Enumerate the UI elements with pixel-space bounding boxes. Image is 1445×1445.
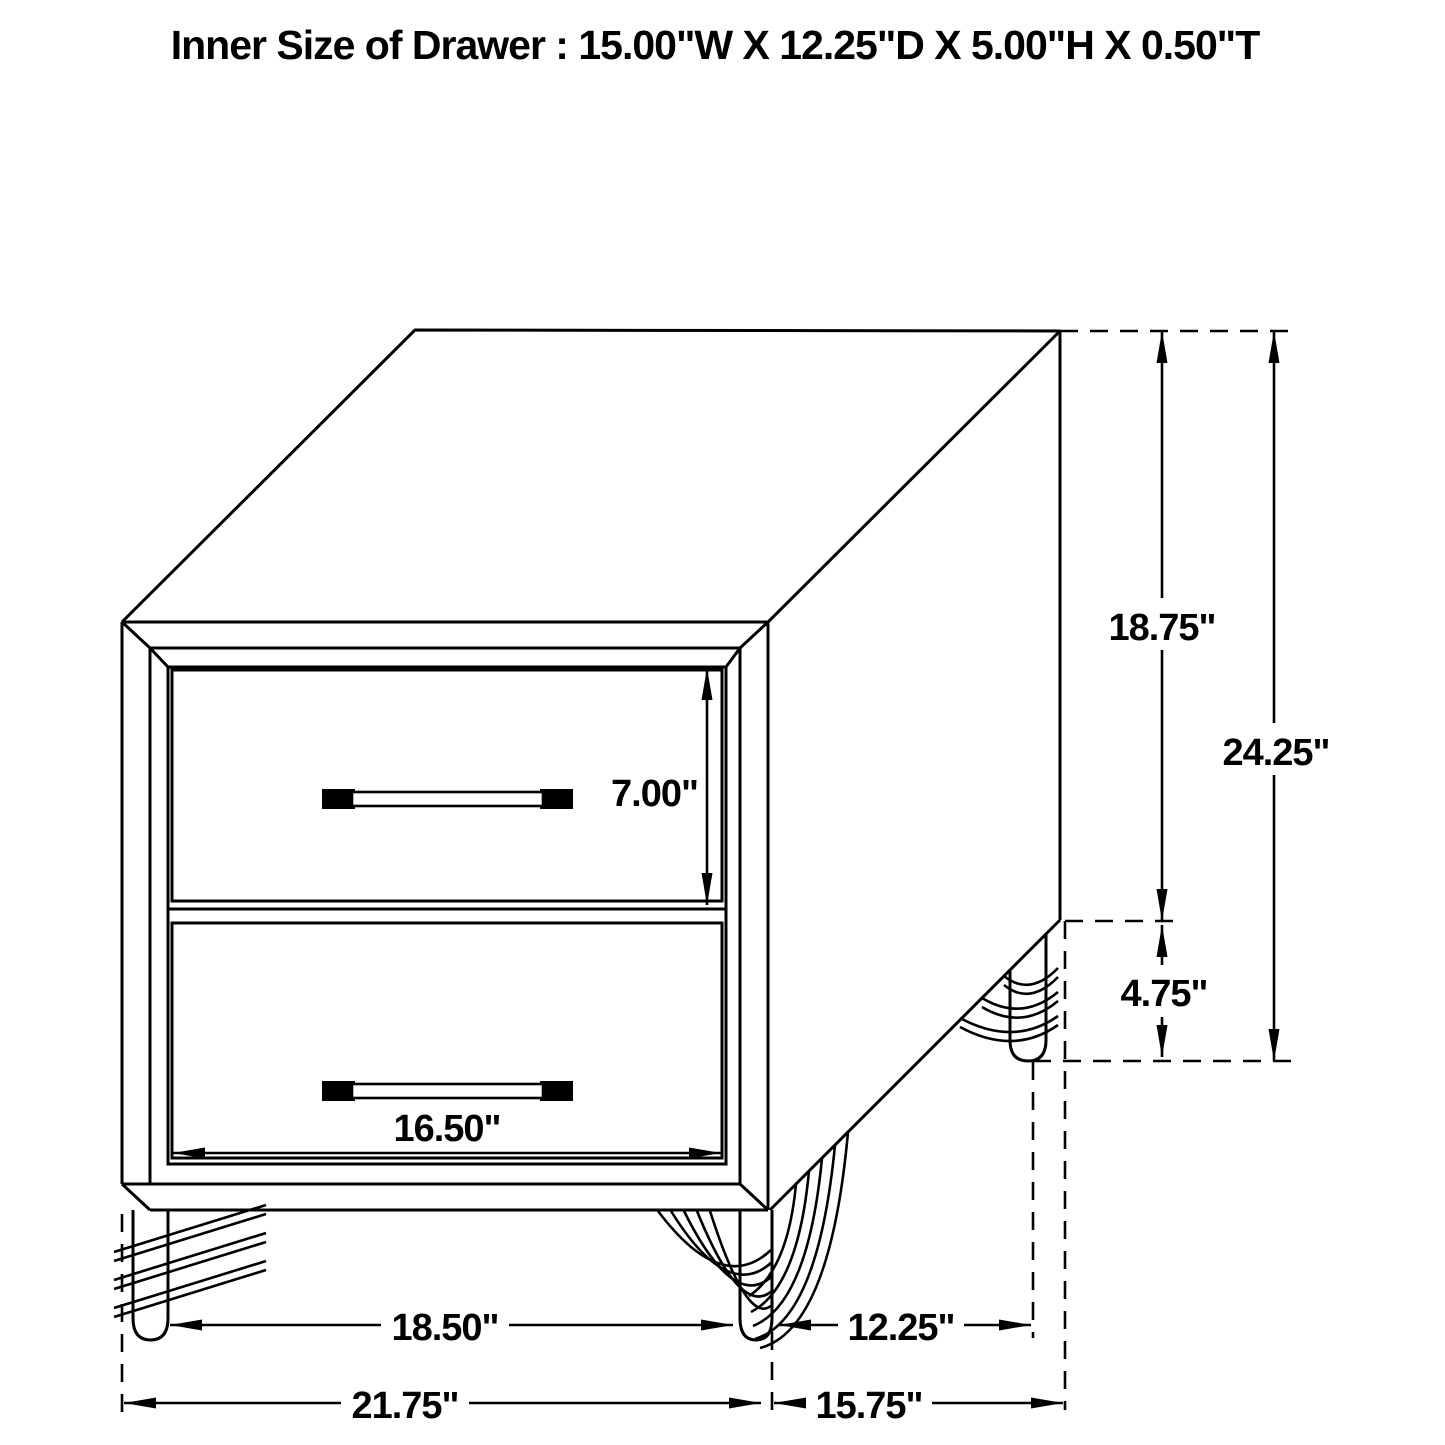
dim-label-drawer-width: 16.50": [393, 1108, 501, 1150]
dimension-body-height: [1104, 331, 1220, 921]
front-left-leg: [114, 1205, 266, 1340]
dimension-total-width: [124, 1379, 761, 1428]
dim-label-total-height: 24.25": [1222, 732, 1330, 774]
dimension-side-leg-span: [779, 1301, 1031, 1350]
dimension-leg-height: [1108, 925, 1220, 1057]
base-plinth: [122, 1184, 768, 1210]
cabinet-side-face: [768, 331, 1060, 1210]
dim-label-drawer-front-height: 7.00": [611, 773, 698, 815]
top-drawer-handle: [322, 789, 573, 809]
dimension-front-leg-span: [170, 1301, 733, 1350]
nightstand-drawing: [114, 330, 1060, 1348]
bottom-drawer-handle: [322, 1081, 573, 1101]
dim-label-front-leg-span: 18.50": [391, 1307, 499, 1349]
dimension-total-height: [1214, 331, 1338, 1061]
dim-label-total-width: 21.75": [351, 1385, 459, 1427]
page-title: Inner Size of Drawer : 15.00"W X 12.25"D X 5.00"H X 0.50"T: [170, 22, 1260, 68]
dim-label-body-height: 18.75": [1108, 607, 1216, 649]
dimension-drawer-front-height: [611, 668, 712, 905]
back-right-leg: [960, 934, 1058, 1061]
cabinet-top-face: [122, 330, 1060, 622]
dimension-drawer-width: [173, 1108, 721, 1159]
dimension-total-depth: [774, 1379, 1063, 1428]
front-frame: [122, 622, 768, 1184]
dim-label-total-depth: 15.75": [815, 1385, 923, 1427]
dim-label-leg-height: 4.75": [1120, 973, 1208, 1015]
dim-label-side-leg-span: 12.25": [847, 1307, 955, 1349]
